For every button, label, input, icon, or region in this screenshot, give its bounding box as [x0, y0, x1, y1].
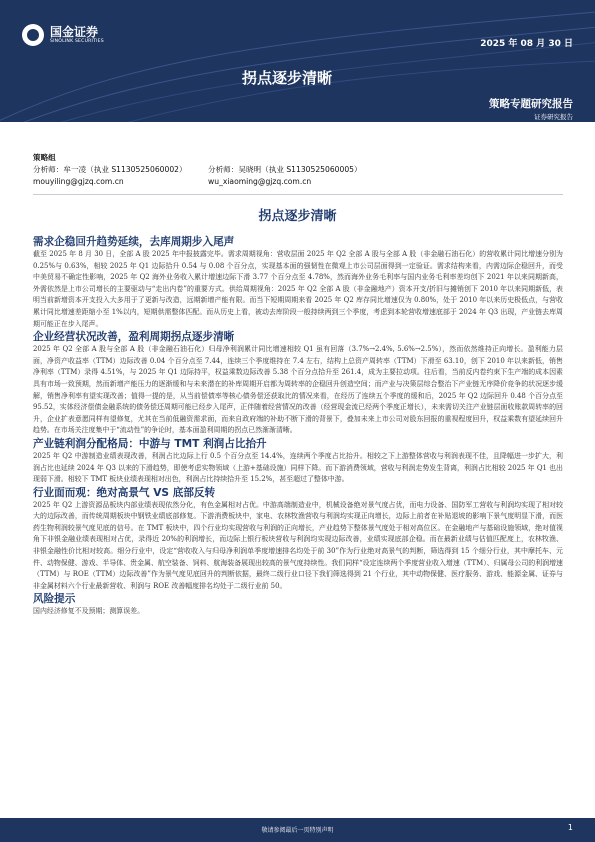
logo-text-cn: 国金证券: [50, 24, 99, 39]
header-band: [0, 0, 595, 122]
report-body: [33, 235, 563, 618]
section-paragraph: 国内经济修复不及预期；测算误差。: [33, 607, 144, 616]
section-heading: 需求企稳回升趋势延续，去库周期步入尾声: [33, 236, 235, 248]
footer-disclaimer: 敬请参阅最后一页特别声明: [261, 827, 334, 834]
report-type: 策略专题研究报告: [489, 98, 573, 110]
analyst-2-email[interactable]: wu_xiaoming@gjzq.com.cn: [208, 177, 312, 186]
section-paragraph: 2025 年 Q2 中游制造业绩表现改善，利润占比边际上行 0.5 个百分点至 14.4%，连续两个季度占比抬升。相较之下上游整体营收与利润表现不佳，且降幅进一步扩大，利润占比也延续 2024 年 Q3 以来的下滑趋势，即使考虑实物领域（上游+基础设施）同样下降。而下游消费领域，营收与利润走势发生背离，利润占比相较 2025 年 Q1 也出现弱下滑。相较下 TMT 板块业绩表现相对出色，利润占比持续拾升至 15.2%，甚至超过了整体中游。: [33, 451, 563, 484]
section-heading: 企业经营状况改善，盈利周期拐点逐步清晰: [33, 331, 235, 344]
analyst-1: 分析师：牟一凌（执业 S1130525060002）: [33, 165, 187, 174]
report-date: 2025 年 08 月 30 日: [480, 39, 573, 49]
company-logo: [22, 24, 104, 46]
analyst-info: [33, 152, 362, 188]
page-title: 拐点逐步清晰: [258, 209, 337, 224]
analyst-1-email[interactable]: mouyiling@gjzq.com.cn: [33, 177, 124, 186]
section-paragraph: 2025 年 Q2 全部 A 股与全部 A 股（非金融石油石化）归母净利润累计同比增速相较 Q1 虽有回落（3.7%→2.4%, 5.6%→2.5%），然而依然维持正向增长。盈利能力层面，净资产收益率（TTM）边际改善 0.04 个百分点至 7.44，连续三个季度维持在 7.4 左右，结构上总资产周转率（TTM）下滑至 63.10，创下 2010 年以来新低，销售净利率（TTM）录得 4.51%，与 2025 年 Q1 边际持平，权益乘数边际改善 5.38 个百分点拾升至 261.4，成为主要拉动项。往后看，当前反内卷约束下生产端的成本因素具有市场一致预期，然而新增产能压力的逐渐缓和与未来潜在的补库周期开启都为周转率的企稳回升创造空间；而产业与决策层综合整治下产业链无序降价竞争的状况逐步缓解，销售净利率有望实现改善；值得一提的是，从当前偿债率等核心债务偿还获取比的情况来看，在经历了连续五个季度的缓和后，2025 年 Q2 边际回升 0.48 个百分点至 95.52，实体经济偿债金融系统的债务偿还周期可能已经步入尾声，正伴随着经营情况的改善（经营现金流已经两个季度正增长），未来需切关注产业链层面收账款周转率的回升，企业扩表意愿同样有望修复，尤其在当前低融资需求面，而来自政府端的补助不断下滑的背景下，叠加未来上市公司对股东回报的重视程度回升，权益乘数有望延续回升趋势。在市场关注度集中于“流动性”的争论时，基本面盈利周期的拐点已然渐渐清晰。: [33, 345, 563, 435]
section-paragraph: 2025 年 Q2 上游资源品板块内部业绩表现依然分化，有色金属相对占优。中游高端制造业中，机械设备绝对景气度占优，而电力设备、国防军工营收与利润均实现了相对较大的边际改善，而传统周期板块中钢铁业绩底部修复。下游消费板块中，家电、农林牧渔营收与利润均实现正向增长，边际上前者在补贴退坡的影响下景气度明显下滑，而医药生物利润较景气度见底的信号。在 TMT 板块中，四个行业均实现营收与利润的正向增长，产业趋势下整体景气度处于相对高位区。在金融地产与基础设施领域，绝对值视角下非银金融业绩表现相对占优，录得近 20%的利润增长，而边际上银行板块营收与利润均实现边际改善，业绩实现底部企稳。而在最新业绩与估值匹配度上，农林牧渔、非银金融性价比相对较高。细分行业中，设定“营收收入与归母净利润单季度增速排名均处于前 30”作为行业绝对高景气的判断，筛选得到 15 个细分行业，其中摩托车、元件、动物保健、游戏、半导体、贵金属、航空装备、饲料、航海装备展现出较高的景气度持续性。我们同样“设定连续两个季度营业收入增速（TTM）、归属母公司的利润增速（TTM）与 ROE（TTM）边际改善”作为景气度见底回升的判断依据，最终二级行业口径下我们筛选得到 21 个行业，其中动物保健、医疗服务、游戏、能源金属、证券与非金属材料六个行业最新营收、利润与 ROE 改善幅度排名均处于二级行业前 50。: [33, 500, 563, 590]
divider: [33, 194, 563, 195]
logo-text-en: SINOLINK SECURITIES: [50, 38, 104, 44]
logo-icon: [22, 24, 44, 46]
report-subtitle: 证券研究报告: [534, 113, 573, 121]
analyst-group: 策略组: [33, 153, 56, 162]
analyst-2: 分析师：吴晓明（执业 S1130525060005）: [208, 165, 362, 174]
banner-title: 拐点逐步清晰: [242, 69, 333, 87]
section-heading: 产业链利润分配格局：中游与 TMT 利润占比抬升: [33, 437, 267, 450]
page-number: 1: [567, 823, 573, 832]
section-heading: 风险提示: [33, 593, 76, 606]
section-paragraph: 截至 2025 年 8 月 30 日，全部 A 股 2025 年中报披露完毕。需求周期视角：营收层面 2025 年 Q2 全部 A 股与全部 A 股（非金融石油石化）的营收累计同比增速分别为 0.25%与 0.63%，相较 2025 年 Q1 边际拾升 0.54 与 0.08 个百分点，实现基本面的强韧性在微观上市公司层面得到一定验证。需求结构来看，内需边际企稳回升，而受中美贸易不确定性影响，2025 年 Q2 海外业务收入累计增速边际下滑 3.77 个百分点至 4.78%，然而海外业务毛利率与国内业务毛利率差均创下 2021 年以来同期新高，外需依然是上市公司增长的主要驱动与“走出内卷”的重要方式。供给周期视角：2025 年 Q2 全部 A 股（非金融地产）资本开支/折旧与摊销创下 2010 年以来同期新低，表明当前新增资本开支投入大多用于了更新与改造，远期新增产能有限。而当下短期周期来看 2025 年 Q2 库存同比增速仅为 0.80%，处于 2010 年以来历史极低点，与营收累计同比增速差距缩小至 1%以内，短期供需整体匹配。而从历史上看，被动去库阶段一般持续两到三个季度，考虑到本轮营收增速底部于 2024 年 Q3 出现，产业链去库周期可能正在步入尾声。: [33, 250, 563, 328]
section-heading: 行业面而观：绝对高景气 VS 底部反转: [33, 486, 216, 499]
